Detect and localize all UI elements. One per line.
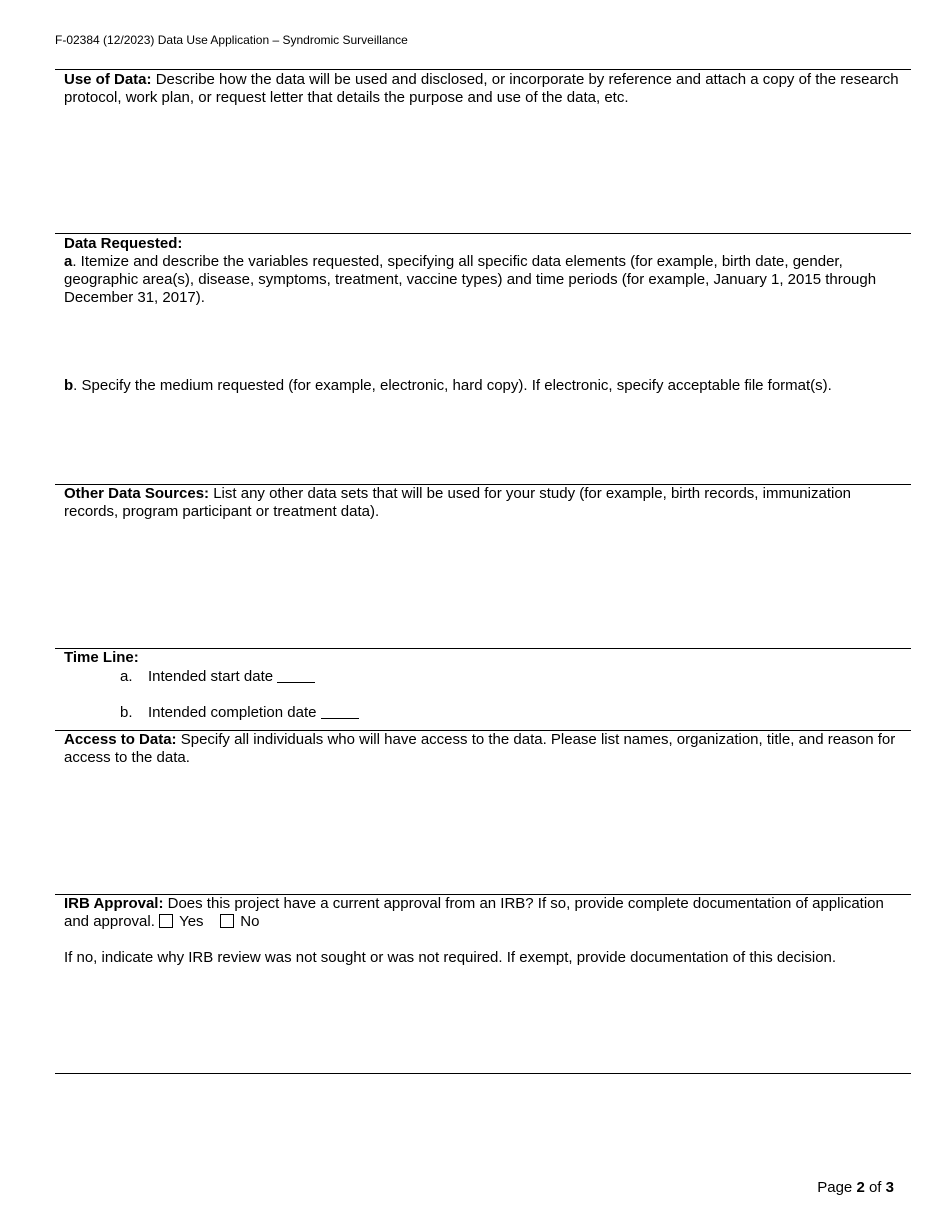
part-a-response-area[interactable] — [64, 310, 906, 376]
part-b-letter: b — [64, 377, 74, 394]
completion-date-label: Intended completion date — [148, 704, 317, 721]
use-of-data-label: Use of Data: — [64, 71, 152, 88]
other-sources-label: Other Data Sources: — [64, 485, 210, 502]
irb-followup-text: If no, indicate why IRB review was not sought or was not required. If exempt, provide documentation of this decision. — [64, 949, 837, 966]
irb-no-checkbox[interactable] — [220, 914, 234, 928]
start-date-label: Intended start date — [148, 668, 274, 685]
use-of-data-response-area[interactable] — [64, 104, 906, 230]
data-requested-part-b — [64, 377, 906, 395]
irb-label: IRB Approval: — [64, 895, 164, 912]
divider — [55, 233, 911, 234]
irb-response-area[interactable] — [64, 970, 906, 1070]
part-b-response-area[interactable] — [64, 398, 906, 482]
completion-date-item: b. Intended completion date — [120, 703, 359, 722]
irb-text: Does this project have a current approval from an IRB? If so, provide complete documentation of application and approval. — [64, 895, 884, 930]
form-header: F-02384 (12/2023) Data Use Application – Syndromic Surveillance — [55, 33, 408, 47]
page-number: Page 2 of 3 — [817, 1179, 894, 1196]
divider — [55, 69, 911, 70]
completion-date-field[interactable] — [321, 703, 359, 719]
start-date-field[interactable] — [277, 667, 315, 683]
irb-no-label: No — [240, 913, 260, 930]
data-requested-part-a — [64, 253, 906, 307]
part-a-text: . Itemize and describe the variables requested, specifying all specific data elements (for example, birth date, gender, geographic area(s), disease, symptoms, treatment, vaccine types) and time periods (for example, January 1, 2015 through December 31, 2017). — [64, 253, 877, 306]
other-sources-response-area[interactable] — [64, 522, 906, 644]
access-label: Access to Data: — [64, 731, 177, 748]
time-line-label: Time Line: — [64, 649, 139, 666]
part-b-text: . Specify the medium requested (for example, electronic, hard copy). If electronic, specify acceptable file format(s). — [73, 377, 832, 394]
other-sources-text: List any other data sets that will be used for your study (for example, birth records, immunization records, program participant or treatment data). — [64, 485, 852, 520]
divider — [55, 1073, 911, 1074]
irb-section — [64, 895, 906, 931]
data-requested-label: Data Requested: — [64, 235, 183, 252]
access-section — [64, 731, 906, 767]
access-text: Specify all individuals who will have access to the data. Please list names, organization, title, and reason for access to the data. — [64, 731, 896, 766]
use-of-data-text: Describe how the data will be used and disclosed, or incorporate by reference and attach a copy of the research protocol, work plan, or request letter that details the purpose and use of the data, etc. — [64, 71, 899, 106]
irb-yes-label: Yes — [179, 913, 204, 930]
access-response-area[interactable] — [64, 768, 906, 890]
use-of-data-section — [64, 71, 906, 107]
other-sources-section — [64, 485, 906, 521]
start-date-item: a. Intended start date — [120, 667, 315, 686]
part-a-letter: a — [64, 253, 73, 270]
irb-yes-checkbox[interactable] — [159, 914, 173, 928]
